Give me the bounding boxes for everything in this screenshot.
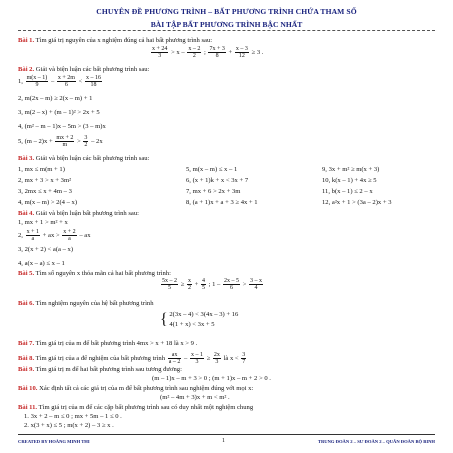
- exercise-3-item: 7, mx + 6 > 2x + 3m: [186, 188, 241, 195]
- exercise-3-item: 4, m(x – m) > 2(4 – x): [18, 199, 78, 206]
- exercise-text: Tìm nghiệm nguyên của hệ bất phương trình: [35, 300, 154, 307]
- exercise-7: [18, 341, 197, 348]
- fraction: $\frac{x - 3}{12}$: [235, 46, 248, 59]
- exercise-8: Bài 8. Tìm giá trị của a để nghiệm của bất phương trình $\frac{ax}{a - 2}$ – $\frac{x - 1}{3}$ ≥ $\frac{2x}{3}$ là x < $\frac{3}{7}$: [18, 352, 246, 365]
- exercise-3-item: 12, a²x + 1 > (3a – 2)x + 3: [322, 199, 392, 206]
- exercise-3-item: 10, k(x – 1) + 4x ≥ 5: [322, 177, 377, 184]
- exercise-text: Tìm giá trị của m để bất phương trình 4mx > x + 18 là x > 9 .: [35, 340, 198, 347]
- exercise-2-item-1: 1, $\frac{m(x - 1)}{9}$ – $\frac{x + 2m}{6}$ < $\frac{x - 16}{18}$: [18, 75, 101, 88]
- exercise-label: Bài 11.: [18, 404, 38, 411]
- exercise-label: Bài 10.: [18, 385, 38, 392]
- document-subtitle: BÀI TẬP BẤT PHƯƠNG TRÌNH BẬC NHẤT: [150, 20, 303, 29]
- exercise-label: Bài 8.: [18, 355, 35, 363]
- exercise-label: Bài 2.: [18, 66, 35, 73]
- exercise-text: Giải và biện luận các bất phương trình sau:: [35, 66, 150, 73]
- exercise-6-system: { 2(3x – 4) < 3(4x – 3) + 16 4(1 + x) < 3x + 5: [160, 311, 239, 329]
- exercise-label: Bài 1.: [18, 37, 35, 44]
- exercise-4-item-1: 1, mx + 1 > m² + x: [18, 219, 68, 226]
- exercise-1-formula: $\frac{x + 24}{3}$ > x – $\frac{x - 2}{2}$ ; $\frac{7x + 3}{8}$ + $\frac{x - 3}{12}$ ≥ 3 .: [152, 46, 264, 59]
- exercise-3-item: 1, mx ≤ m(m + 1): [18, 166, 65, 173]
- title-divider: [18, 30, 435, 31]
- exercise-1: [18, 38, 212, 45]
- exercise-text: Tìm giá trị của m để các cặp bất phương trình sau có duy nhất một nghiệm chung: [38, 404, 254, 411]
- brace-icon: {: [160, 311, 168, 329]
- exercise-4-item-2: 2, $\frac{x + 1}{a}$ + ax > $\frac{x + 2}{a}$ – ax: [18, 229, 91, 242]
- exercise-3: [18, 156, 149, 163]
- footer-author: CREATED BY HOÀNG MINH THI: [18, 439, 90, 444]
- exercise-text: Tìm giá trị m để hai bất phương trình sau tương đương:: [35, 366, 182, 373]
- exercise-text: Giải và biện luận các bất phương trình sau:: [35, 155, 150, 162]
- exercise-label: Bài 5.: [18, 270, 35, 277]
- exercise-9-formula: (m – 1)x – m + 3 > 0 ; (m + 1)x – m + 2 > 0 .: [152, 375, 271, 382]
- exercise-text: Tìm giá trị của a để nghiệm của bất phương trình: [35, 355, 166, 363]
- exercise-3-item: 2, mx + 3 > x + 3m²: [18, 177, 72, 184]
- fraction: $\frac{x - 2}{2}$: [188, 46, 201, 59]
- exercise-2-item-3: 3, m(2 – x) + (m – 1)² > 2x + 5: [18, 109, 100, 116]
- exercise-text: Giải và biện luận bất phương trình sau:: [35, 210, 139, 217]
- exercise-3-item: 3, 2mx ≤ x + 4m – 3: [18, 188, 72, 195]
- exercise-label: Bài 3.: [18, 155, 35, 162]
- exercise-label: Bài 9.: [18, 366, 35, 373]
- exercise-10: [18, 386, 253, 393]
- exercise-4-item-3: 3, 2(x + 2) < a(a – x): [18, 246, 74, 253]
- exercise-text: Tìm số nguyên x thỏa mãn cả hai bất phương trình:: [35, 270, 171, 277]
- exercise-3-item: 9, 3x + m² ≥ m(x + 3): [322, 166, 380, 173]
- exercise-label: Bài 7.: [18, 340, 35, 347]
- exercise-2: [18, 67, 149, 74]
- exercise-label: Bài 6.: [18, 300, 35, 307]
- exercise-3-item: 8, (a + 1)x + a + 3 ≥ 4x + 1: [186, 199, 258, 206]
- exercise-2-item-5: 5, (m – 2)x + $\frac{mx + 2}{m}$ > $\frac{3}{2}$ – 2x: [18, 135, 103, 148]
- fraction: $\frac{7x + 3}{8}$: [209, 46, 225, 59]
- exercise-4-item-4: 4, a(x – a) ≤ x – 1: [18, 260, 65, 267]
- exercise-10-formula: (m² – 4m + 3)x + m < m² .: [160, 394, 230, 401]
- exercise-label: Bài 4.: [18, 210, 35, 217]
- footer-divider: [18, 434, 435, 435]
- exercise-3-item: 11, b(x – 1) ≤ 2 – x: [322, 188, 373, 195]
- exercise-6: [18, 301, 154, 308]
- exercise-3-item: 5, m(x – m) ≤ x – 1: [186, 166, 238, 173]
- fraction: $\frac{x + 24}{3}$: [152, 46, 168, 59]
- document-title: CHUYÊN ĐỀ PHƯƠNG TRÌNH – BẤT PHƯƠNG TRÌNH CHỨA THAM SỐ: [96, 7, 357, 16]
- page-number: 1: [222, 438, 225, 444]
- exercise-5-formula: $\frac{5x - 2}{5}$ ≥ $\frac{x}{2}$ + $\frac{4}{5}$ ; 1 – $\frac{2x - 5}{6}$ > $\frac{3 - x}{4}$: [162, 278, 263, 291]
- exercise-text: Xác định tất cả các giá trị của m để bất phương trình sau nghiệm đúng với mọi x:: [39, 385, 254, 392]
- exercise-11-item-1: 1. 3x + 2 – m ≤ 0 ; mx + 5m – 1 ≤ 0 .: [24, 413, 122, 420]
- exercise-11-item-2: 2. x(3 + x) ≤ 5 ; m(x + 2) – 3 ≥ x .: [24, 422, 114, 429]
- exercise-text: Tìm giá trị nguyên của x nghiệm đúng cả hai bất phương trình sau:: [35, 37, 213, 44]
- exercise-11: [18, 405, 253, 412]
- exercise-9: [18, 367, 182, 374]
- exercise-5: [18, 271, 171, 278]
- exercise-3-item: 6, (x + 1)k + x < 3x + 7: [186, 177, 249, 184]
- exercise-2-item-4: 4, (m² – m – 1)x – 5m > (3 – m)x: [18, 123, 106, 130]
- footer-unit: TRUNG ĐOÀN 2 – SƯ ĐOÀN 2 – QUÂN ĐOÀN BỘ BINH: [317, 439, 435, 444]
- exercise-4: [18, 211, 139, 218]
- exercise-2-item-2: 2, m(2x – m) ≥ 2(x – m) + 1: [18, 95, 93, 102]
